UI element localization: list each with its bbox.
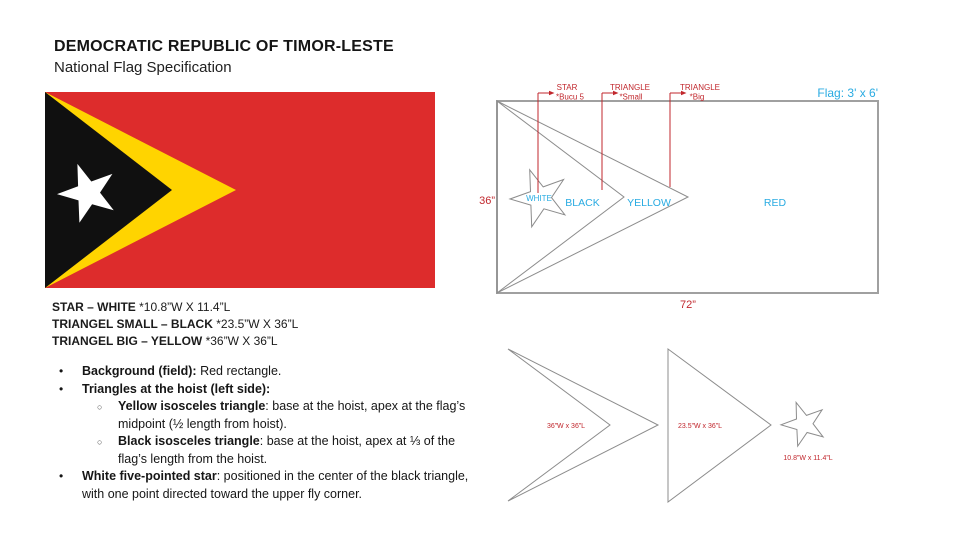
- area-label-yellow: YELLOW: [627, 197, 671, 209]
- spec-line-big-triangle: [52, 333, 298, 350]
- flag-pieces-diagram: [490, 340, 920, 520]
- bullet-triangles-bold: Triangles at the hoist (left side):: [82, 381, 271, 396]
- flag-dimension-diagram: [478, 80, 920, 320]
- header: [54, 38, 394, 76]
- bullet-star: [52, 468, 476, 503]
- spec-star-value: *10.8”W X 11.4”L: [135, 300, 231, 314]
- bullet-black-bold: Black isosceles triangle: [118, 434, 260, 448]
- description-bullet-list: [52, 363, 476, 503]
- flag-size-label: Flag: 3' x 6': [817, 86, 878, 100]
- pieces-svg: [490, 340, 920, 515]
- area-label-white: WHITE: [526, 194, 552, 203]
- bullet-black-rest: : base at the hoist, apex at ⅓ of the flag’s length from the hoist.: [118, 434, 456, 466]
- bullet-background-bold: Background (field):: [82, 364, 197, 378]
- bullet-background: [52, 363, 476, 381]
- diagram-svg: [478, 80, 920, 315]
- bullet-dot: •: [59, 381, 64, 396]
- callout-big-sub: *Big: [689, 92, 705, 102]
- spec-small-value: *23.5”W X 36”L: [212, 317, 299, 331]
- bullet-yellow-rest: : base at the hoist, apex at the flag’s midpoint (½ length from hoist).: [118, 399, 466, 431]
- callout-star-sub: *Bucu 5: [555, 92, 585, 102]
- bullet-triangles: [52, 381, 476, 399]
- bullet-background-rest: Red rectangle.: [196, 364, 282, 378]
- piece-star-label: 10.8”W x 11.4”L: [783, 455, 833, 462]
- flag-image: [45, 92, 435, 288]
- width-dimension-label: 72”: [680, 299, 696, 311]
- page-title: DEMOCRATIC REPUBLIC OF TIMOR-LESTE: [54, 38, 394, 55]
- bullet-yellow-bold: Yellow isosceles triangle: [118, 399, 266, 413]
- bullet-circle: ○: [97, 437, 103, 447]
- callout-big-title: TRIANGLE: [679, 83, 721, 92]
- area-label-black: BLACK: [565, 197, 600, 209]
- spec-line-small-triangle: [52, 316, 298, 333]
- area-label-red: RED: [763, 197, 787, 209]
- flag-svg: [45, 92, 435, 288]
- piece-black-label: 23.5”W x 36”L: [678, 423, 722, 430]
- spec-big-label: TRIANGEL BIG – YELLOW: [52, 334, 203, 348]
- piece-yellow-label: 36”W x 36”L: [546, 423, 586, 430]
- bullet-yellow-triangle: [52, 398, 476, 433]
- page-subtitle: National Flag Specification: [54, 59, 232, 76]
- spec-star-label: STAR – WHITE: [52, 300, 136, 314]
- bullet-circle: ○: [97, 402, 103, 412]
- callout-small-title: TRIANGLE: [609, 83, 651, 92]
- arrowhead-star: [549, 91, 555, 95]
- bullet-dot: •: [59, 364, 64, 378]
- spec-small-label: TRIANGEL SMALL – BLACK: [52, 317, 213, 331]
- dimension-spec-list: [52, 299, 298, 350]
- bullet-black-triangle: [52, 433, 476, 468]
- spec-big-value: *36”W X 36”L: [202, 334, 278, 348]
- bullet-dot: •: [59, 469, 64, 483]
- callout-star-title: STAR: [556, 83, 578, 92]
- height-dimension-label: 36”: [479, 195, 495, 207]
- piece-star-outline: [781, 402, 823, 446]
- bullet-star-bold: White five-pointed star: [82, 469, 217, 483]
- callout-small-sub: *Small: [619, 92, 643, 102]
- bullet-star-rest: : positioned in the center of the black triangle, with one point directed toward the upper fly corner.: [82, 469, 469, 501]
- spec-line-star: [52, 299, 298, 316]
